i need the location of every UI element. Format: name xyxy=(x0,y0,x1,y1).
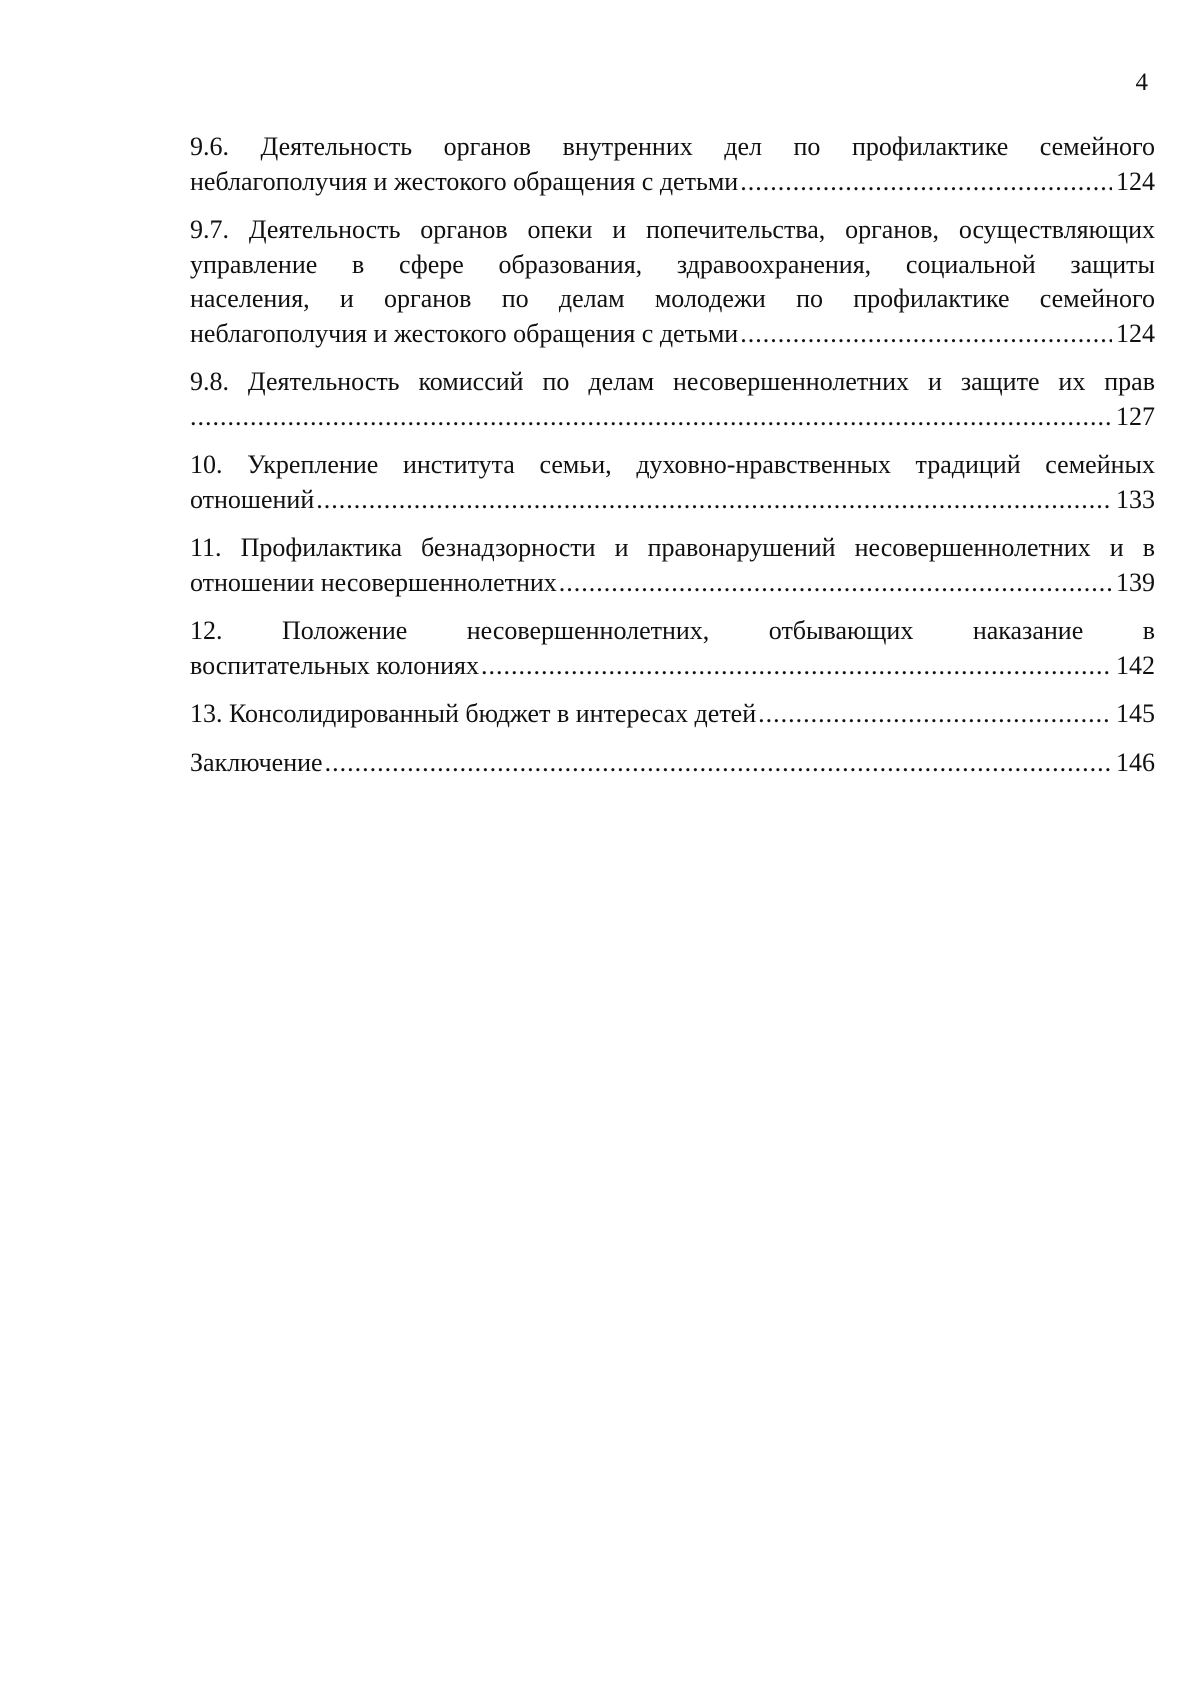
toc-entry-text: 10. Укрепление института семьи, духовно-нравственных традиций семейных xyxy=(190,450,1155,479)
toc-page-number: 139 xyxy=(1116,567,1155,597)
toc-entry-text: населения, и органов по делам молодежи по профилактике семейного xyxy=(190,284,1155,313)
dot-leader xyxy=(758,697,1112,732)
toc-entry-text: 9.7. Деятельность органов опеки и попечительства, органов, осуществляющих xyxy=(190,215,1155,244)
toc-entry-last-line xyxy=(190,165,1155,200)
toc-entry-text: 12. Положение несовершеннолетних, отбывающих наказание в xyxy=(190,616,1155,645)
toc-entry-text: 11. Профилактика безнадзорности и правонарушений несовершеннолетних и в xyxy=(190,533,1155,562)
dot-leader xyxy=(740,165,1112,200)
toc-entry-text: Заключение xyxy=(190,747,323,777)
dot-leader xyxy=(316,483,1112,518)
toc-entry-text: управление в сфере образования, здравоохранения, социальной защиты xyxy=(190,249,1155,279)
toc-page-number: 146 xyxy=(1116,747,1155,777)
toc-entry-9-8[interactable] xyxy=(190,365,1155,434)
table-of-contents xyxy=(190,130,1155,794)
toc-entry-text: 9.6. Деятельность органов внутренних дел по профилактике семейного xyxy=(190,132,1155,161)
toc-entry-last-line xyxy=(190,483,1155,518)
toc-page-number: 127 xyxy=(1116,401,1155,431)
toc-entry-text: воспитательных колониях xyxy=(190,650,480,680)
toc-entry-9-6[interactable] xyxy=(190,130,1155,199)
toc-entry-11[interactable] xyxy=(190,531,1155,600)
toc-page-number: 142 xyxy=(1116,650,1155,680)
toc-entry-last-line xyxy=(190,697,1155,732)
toc-entry-12[interactable] xyxy=(190,614,1155,683)
dot-leader xyxy=(190,400,1112,435)
toc-entry-9-7[interactable] xyxy=(190,213,1155,351)
dot-leader xyxy=(481,649,1112,684)
toc-page-number: 124 xyxy=(1116,166,1155,196)
toc-page-number: 145 xyxy=(1116,699,1155,728)
toc-entry-text: 13. Консолидированный бюджет в интересах детей xyxy=(190,699,757,728)
toc-entry-last-line xyxy=(190,649,1155,684)
dot-leader xyxy=(740,317,1112,352)
toc-entry-13[interactable] xyxy=(190,697,1155,732)
dot-leader xyxy=(325,746,1112,781)
toc-entry-text: неблагополучия и жестокого обращения с детьми xyxy=(190,166,739,196)
dot-leader xyxy=(559,566,1112,601)
page-number: 4 xyxy=(1135,69,1148,96)
toc-entry-last-line xyxy=(190,400,1155,435)
toc-entry-text: 9.8. Деятельность комиссий по делам несовершеннолетних и защите их прав xyxy=(190,367,1155,396)
toc-entry-last-line xyxy=(190,746,1155,781)
toc-entry-text: неблагополучия и жестокого обращения с детьми xyxy=(190,318,739,348)
toc-entry-10[interactable] xyxy=(190,448,1155,517)
toc-entry-conclusion[interactable] xyxy=(190,746,1155,781)
toc-entry-last-line xyxy=(190,317,1155,352)
toc-entry-text: отношений xyxy=(190,484,315,514)
toc-entry-text: отношении несовершеннолетних xyxy=(190,567,557,597)
toc-entry-last-line xyxy=(190,566,1155,601)
toc-page-number: 133 xyxy=(1116,484,1155,514)
toc-page-number: 124 xyxy=(1116,318,1155,348)
